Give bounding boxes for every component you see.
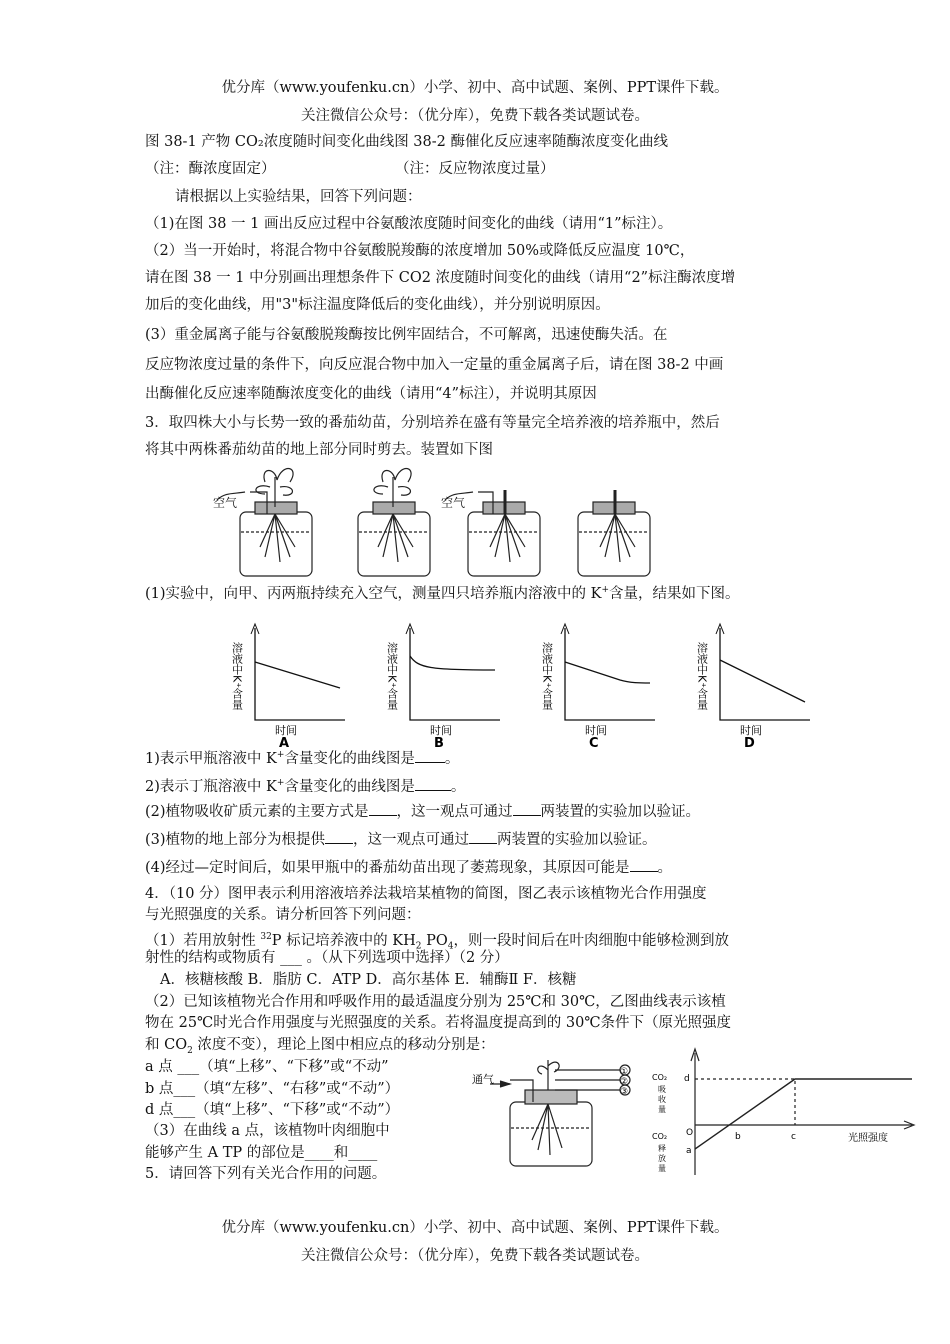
q3-b3: (3)植物的地上部分为根提供 ，这一观点可通过 两装置的实验加以验证。 [145,829,657,850]
y-up-1: CO₂ [652,1073,668,1082]
graph-D [696,624,811,750]
graph-D-label: D [744,736,755,750]
four-bottles-figure [205,462,655,582]
answer-blank[interactable] [513,801,541,816]
q4-stem-line-1: 4．（10 分）图甲表示利用溶液培养法栽培某植物的简图，图乙表示该植物光合作用强度 [145,886,707,902]
q3-sub-1: (1)实验中，向甲、丙两瓶持续充入空气，测量四只培养瓶内溶液中的 K+含量，结果如下图。 [145,585,740,602]
q4-point-b: b 点___（填“左移”、“右移”或“不动”） [145,1081,400,1097]
header-line-2: 关注微信公众号：（优分库），免费下载各类试题试卷。 [301,108,649,124]
marker-2: ② [620,1077,629,1087]
graph-C-label: C [589,736,599,750]
footer-line-2: 关注微信公众号：（优分库），免费下载各类试题试卷。 [301,1248,649,1264]
bottle-jia [217,468,312,576]
q2-part-2-line-2: 请在图 38 一 1 中分别画出理想条件下 CO2 浓度随时间变化的曲线（请用“2”标注酶浓度增 [145,270,736,286]
q4-stem-line-2: 与光照强度的关系。请分析回答下列问题： [145,907,421,923]
graph-A-label: A [279,736,290,750]
y-up-3: 收 [658,1095,666,1104]
q2-part-3-line-1: (3）重金属离子能与谷氨酸脱羧酶按比例牢固结合，不可解离，迅速使酶失活。在 [145,327,668,343]
y-down-2: 释 [658,1144,666,1153]
graph-C-xlabel: 时间 [585,724,607,737]
point-b-label: b [735,1132,741,1142]
air-label-2: 空气 [441,496,466,510]
graph-A-xlabel: 时间 [275,724,297,737]
point-d-label: d [684,1074,690,1084]
figure-caption: 图 38-1 产物 CO₂浓度随时间变化曲线图 38-2 酶催化反应速率随酶浓度变化曲线 [145,134,668,150]
q4-part-2-line-3: 和 $CO_2$ 浓度不变），理论上图中相应点的移动分别是： [145,1037,495,1056]
y-down-1: CO₂ [652,1132,668,1141]
graph-D-xlabel: 时间 [740,724,762,737]
y-down-4: 量 [658,1164,666,1173]
q2-part-2-line-1: （2）当一开始时，将混合物中谷氨酸脱羧酶的浓度增加 50%或降低反应温度 10℃， [145,243,695,259]
answer-blank[interactable] [325,829,353,844]
q5-stem: 5．请回答下列有关光合作用的问题。 [145,1166,387,1182]
q4-part-2-line-2: 物在 25℃时光合作用强度与光照强度的关系。若将温度提高到的 30℃条件下（原光照强度 [145,1015,732,1031]
marker-3: ③ [620,1087,629,1097]
note-right: （注：反应物浓度过量） [395,161,555,177]
q3-a1: 1)表示甲瓶溶液中 K+含量变化的曲线图是 。 [145,745,459,769]
q3-stem-line-1: 3．取四株大小与长势一致的番茄幼苗，分别培养在盛有等量完全培养液的培养瓶中，然后 [145,415,720,431]
graph-C-ylabel: 溶液中K⁺含量 [540,642,554,711]
marker-1: ① [620,1067,629,1077]
graph-B-xlabel: 时间 [430,724,452,737]
point-a-label: a [686,1146,692,1156]
q3-b4: (4)经过—定时间后，如果甲瓶中的番茄幼苗出现了萎蔫现象，其原因可能是 。 [145,857,672,878]
y-up-2: 吸 [658,1085,666,1094]
q4-point-d: d 点___（填“上移”、“下移”或“不动”） [145,1102,400,1118]
q2-intro: 请根据以上实验结果，回答下列问题： [175,189,422,205]
graph-A [231,624,346,750]
q3-b2: (2)植物吸收矿质元素的主要方式是 ，这一观点可通过 两装置的实验加以验证。 [145,801,700,822]
culture-apparatus-figure [470,1050,650,1170]
q3-stem-line-2: 将其中两株番茄幼苗的地上部分同时剪去。装置如下图 [145,442,493,458]
q4-options: A．核糖核酸 B．脂肪 C．ATP D．高尔基体 E．辅酶Ⅱ F．核糖 [160,972,577,988]
y-up-4: 量 [658,1105,666,1114]
answer-blank[interactable] [469,829,497,844]
q2-part-2-line-3: 加后的变化曲线，用"3"标注温度降低后的变化曲线），并分别说明原因。 [145,297,610,313]
q4-part-2-line-1: （2）已知该植物光合作用和呼吸作用的最适温度分别为 25℃和 30℃，乙图曲线表示该植 [145,994,726,1010]
photosynthesis-curve-figure [650,1045,920,1180]
q3-a2: 2)表示丁瓶溶液中 K+含量变化的曲线图是 。 [145,773,465,797]
graph-A-ylabel: 溶液中K⁺含量 [230,642,244,711]
bottle-yi [358,468,430,576]
x-axis-label: 光照强度 [848,1133,888,1144]
q4-part-3-line-1: （3）在曲线 a 点，该植物叶肉细胞中 [145,1123,390,1139]
q2-part-3-line-3: 出酶催化反应速率随酶浓度变化的曲线（请用“4”标注），并说明其原因 [145,386,597,402]
graph-B [386,624,501,750]
origin-label: O [686,1128,694,1138]
q4-point-a: a 点 ___（填“上移”、“下移”或“不动” [145,1059,389,1075]
answer-blank[interactable] [415,748,445,763]
graph-D-ylabel: 溶液中K⁺含量 [695,642,709,711]
q2-part-1: （1)在图 38 一 1 画出反应过程中谷氨酸浓度随时间变化的曲线（请用“1”标注）。 [145,216,673,232]
bottle-ding [578,490,650,576]
point-c-label: c [791,1132,796,1142]
air-label-1: 空气 [213,496,238,510]
inlet-label: 通气 [472,1073,494,1086]
q2-part-3-line-2: 反应物浓度过量的条件下，向反应混合物中加入一定量的重金属离子后，请在图 38-2 中画 [145,357,724,373]
q4-part-3-line-2: 能够产生 A TP 的部位是____和____ [145,1145,378,1161]
y-down-3: 放 [658,1154,666,1163]
k-content-graphs [215,620,835,750]
graph-B-ylabel: 溶液中K⁺含量 [385,642,399,711]
header-line-1: 优分库（www.youfenku.cn）小学、初中、高中试题、案例、PPT课件下载。 [221,80,729,96]
note-left: （注：酶浓度固定） [145,161,276,177]
answer-blank[interactable] [369,801,397,816]
q4-part-1-line-1: （1）若用放射性 $^{32}$P 标记培养液中的 $KH_2$ $PO_4$，则一段时间后在叶肉细胞中能够检测到放 [145,932,729,952]
footer-line-1: 优分库（www.youfenku.cn）小学、初中、高中试题、案例、PPT课件下载。 [221,1220,729,1236]
answer-blank[interactable] [415,776,451,791]
graph-C [541,624,656,750]
q4-part-1-line-2: 射性的结构或物质有 ___ 。（从下列选项中选择）（2 分） [145,950,509,966]
answer-blank[interactable] [630,857,658,872]
graph-B-label: B [434,736,444,750]
